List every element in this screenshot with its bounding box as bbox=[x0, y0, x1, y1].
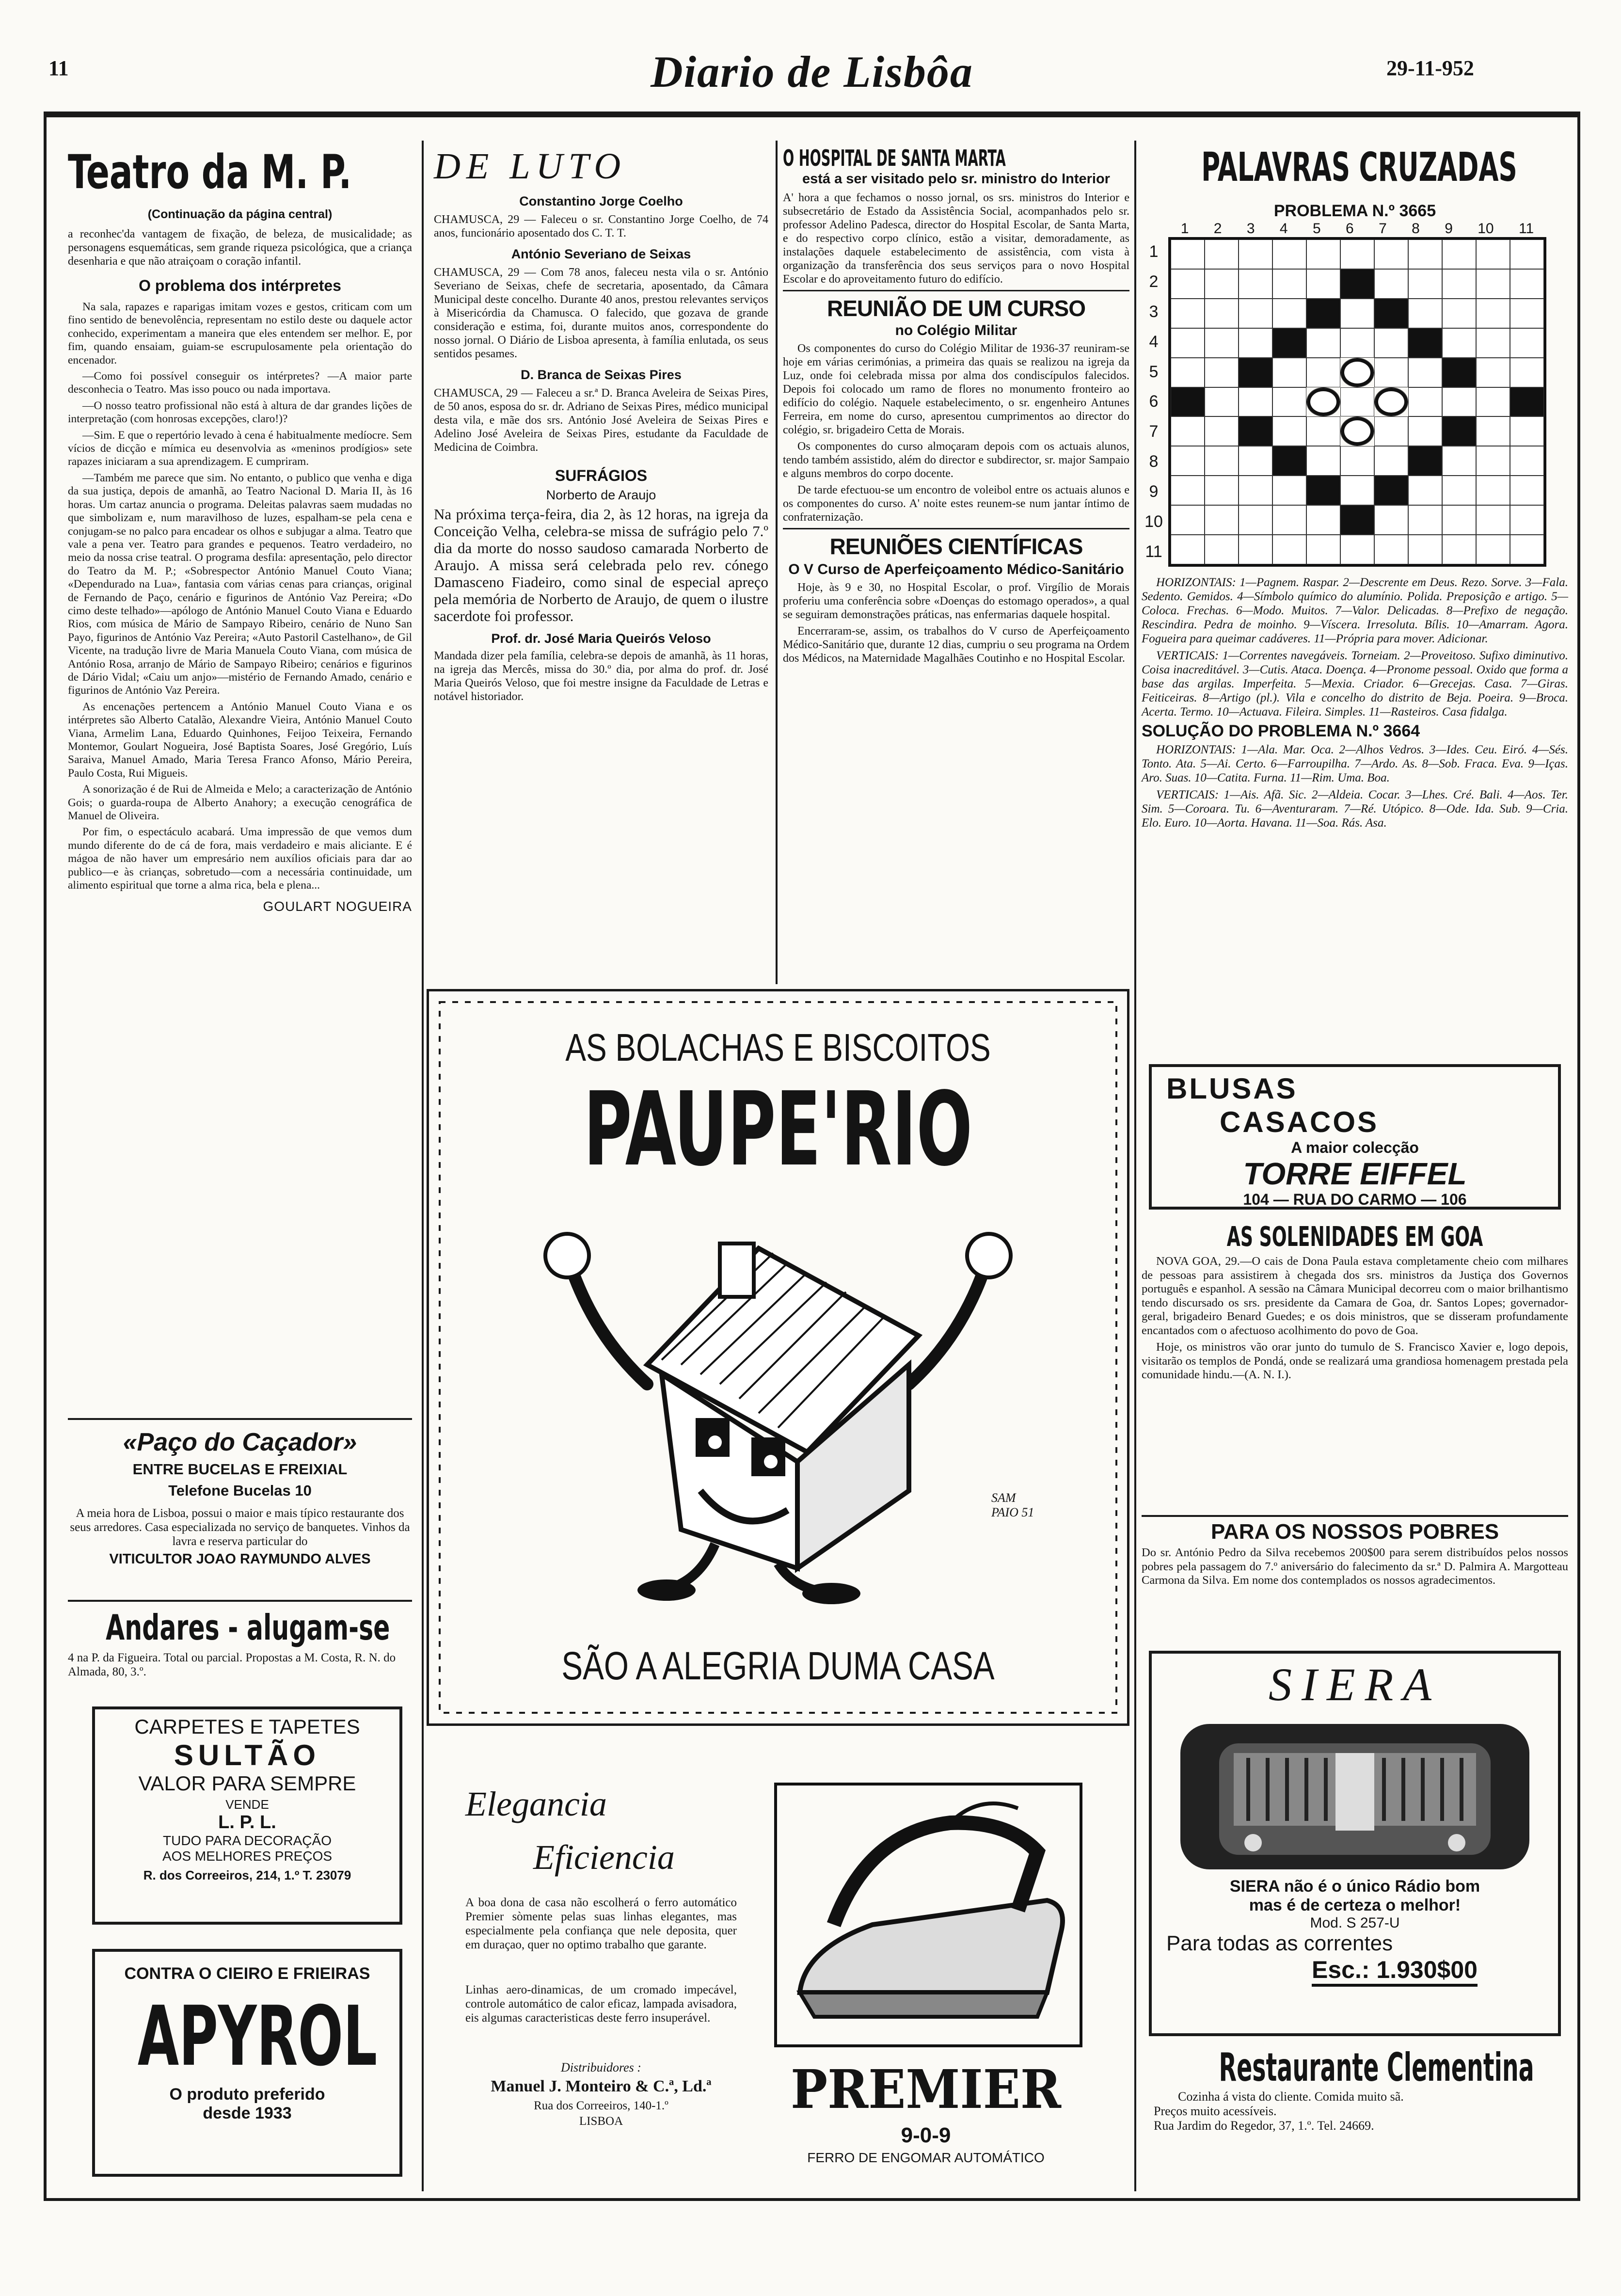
black-square bbox=[1340, 269, 1374, 299]
crossword-cell bbox=[1340, 476, 1374, 505]
column-rule bbox=[776, 141, 778, 984]
crossword-cell bbox=[1205, 505, 1239, 535]
reuniao-body bbox=[783, 342, 1129, 524]
black-square bbox=[1374, 299, 1408, 328]
clementina-line2: Preços muito acessíveis. bbox=[1154, 2104, 1277, 2118]
crossword-cell bbox=[1374, 239, 1408, 269]
cientificas-deck: O V Curso de Aperfeiçoamento Médico-Sanitário bbox=[788, 561, 1124, 577]
blusas-name: TORRE EIFFEL bbox=[1243, 1156, 1467, 1191]
crossword-cell bbox=[1408, 358, 1442, 387]
crossword-cell bbox=[1442, 239, 1476, 269]
crossword-cell bbox=[1510, 299, 1544, 328]
paragraph: —Como foi possível conseguir os intérpretes? —A maior parte desconhecia o Teatro. Mas isso pouco ou nada importava. bbox=[68, 370, 412, 396]
crossword-cell bbox=[1171, 269, 1205, 299]
crossword-cell bbox=[1442, 387, 1476, 417]
sufragios-name-1: Norberto de Araujo bbox=[546, 488, 656, 502]
paco-ad bbox=[68, 1428, 412, 1567]
crossword-cell bbox=[1476, 358, 1510, 387]
row-number: 10 bbox=[1144, 512, 1163, 531]
divider bbox=[783, 290, 1129, 291]
hospital-headline: O HOSPITAL DE SANTA MARTA bbox=[783, 145, 1006, 171]
crossword-cell bbox=[1171, 239, 1205, 269]
paragraph: Hoje, às 9 e 30, no Hospital Escolar, o prof. Virgílio de Morais proferiu uma conferência sobre «Doenças do estomago operados», a qual se seguiram demonstrações práticas, nas enfermarias daquele hospital. bbox=[783, 581, 1129, 621]
pobres-article bbox=[1142, 1520, 1568, 1588]
paco-line1: ENTRE BUCELAS E FREIXIAL bbox=[132, 1461, 348, 1478]
sultao-line1: CARPETES E TAPETES bbox=[134, 1715, 360, 1738]
crossword-cell bbox=[1374, 269, 1408, 299]
luto-name-2: António Severiano de Seixas bbox=[511, 247, 691, 261]
paragraph: Por fim, o espectáculo acabará. Uma impressão de que vemos dum mundo diferente do de cá de fora, mais verdadeiro e mais aliciante. E é mágoa de não haver um empresário nem auxílios oficiais para dar ao publico—e às crianças, sobretudo—com a necessária continuidade, um alimento espiritual que torne a alma rica, bela e plena... bbox=[68, 826, 412, 892]
pauperio-ad bbox=[427, 989, 1129, 1726]
row-number: 4 bbox=[1149, 332, 1159, 351]
row-number: 6 bbox=[1149, 392, 1159, 411]
luto-text-1: CHAMUSCA, 29 — Faleceu o sr. Constantino Jorge Coelho, de 74 anos, funcionário aposentado dos C. T. T. bbox=[434, 213, 768, 239]
column-number: 3 bbox=[1246, 221, 1255, 237]
iron-illustration bbox=[747, 1765, 1105, 2056]
premier-subtitle: FERRO DE ENGOMAR AUTOMÁTICO bbox=[807, 2150, 1045, 2165]
reuniao-deck: no Colégio Militar bbox=[895, 322, 1017, 338]
crossword-cell bbox=[1510, 446, 1544, 476]
paragraph: De tarde efectuou-se um encontro de voleibol entre os actuais alunos e os componentes do curso. A' noite estes reunem-se num jantar íntimo de confraternização. bbox=[783, 484, 1129, 524]
crossword-cell bbox=[1205, 416, 1239, 446]
crossword-clues bbox=[1142, 575, 1568, 719]
siera-ad bbox=[1149, 1651, 1561, 2036]
crossword-cell bbox=[1442, 328, 1476, 358]
crossword-cell bbox=[1171, 535, 1205, 564]
verticais-clues: 1—Correntes navegáveis. Torneiam. 2—Proveitoso. Sufixo diminutivo. Coisa inacreditável. 3—Cutis. Ataca. Doença. 4—Pronome pessoal. Oxido que forma a base das argilas. Imperfeita. 5—Mexia. Criador. 6—Grecejas. Casa. 7—Giras. Feiticeiras. 8—Artigo (pl.). Vila e concelho do distrito de Beja. Poeira. 9—Broca. Acerta. Termo. 10—Actuava. Fileira. Simples. 11—Rasteiros. Casa fidalga. bbox=[1142, 649, 1568, 718]
crossword-cell bbox=[1306, 416, 1340, 446]
luto-text-2: CHAMUSCA, 29 — Com 78 anos, faleceu nesta vila o sr. António Severiano de Seixas, chefe de secretaria, aposentado, da Câmara Municipal deste concelho. Durante 40 anos, prestou relevantes serviços à Misericórdia da Chamusca. O falecido, que gozava de grande consideração e estima, foi, durante muitos anos, correspondente do nosso jornal. O Diário de Lisboa apresenta, à família enlutada, os seus sentidos pesames. bbox=[434, 266, 768, 360]
crossword-cell bbox=[1340, 446, 1374, 476]
siera-price: Esc.: 1.930$00 bbox=[1312, 1956, 1478, 1987]
masthead bbox=[0, 0, 1621, 97]
apyrol-name: APYROL bbox=[137, 1989, 378, 2085]
luto-text-3: CHAMUSCA, 29 — Faleceu a sr.ª D. Branca Aveleira de Seixas Pires, de 50 anos, esposa do sr. dr. Adriano de Seixas Pires, médico municipal desta vila, e mãe dos srs. António José Aveleira de Seixas Pires e Adelino José Aveleira de Seixas Pires, estudante da Faculdade de Medicina de Coimbra. bbox=[434, 387, 768, 454]
crossword-cell bbox=[1476, 328, 1510, 358]
clementina-line3: Rua Jardim do Regedor, 37, 1.º. Tel. 24669. bbox=[1154, 2119, 1374, 2133]
blusas-line1: BLUSAS bbox=[1166, 1072, 1298, 1105]
crossword-cell bbox=[1476, 446, 1510, 476]
black-square bbox=[1442, 416, 1476, 446]
goa-headline: AS SOLENIDADES EM GOA bbox=[1226, 1221, 1483, 1253]
crossword-row-numbers bbox=[1142, 237, 1166, 567]
sultao-lpl: L. P. L. bbox=[218, 1812, 276, 1833]
crossword-cell bbox=[1272, 505, 1306, 535]
clementina-title: Restaurante Clementina bbox=[1219, 2045, 1534, 2090]
blusas-line3: A maior colecção bbox=[1291, 1139, 1419, 1156]
crossword-cell bbox=[1476, 269, 1510, 299]
crossword-cell bbox=[1476, 476, 1510, 505]
crossword-cell bbox=[1374, 446, 1408, 476]
column-number: 6 bbox=[1346, 221, 1354, 237]
pauperio-artist: SAM PAIO 51 bbox=[991, 1491, 1034, 1519]
black-square bbox=[1442, 358, 1476, 387]
crossword-cell bbox=[1272, 387, 1306, 417]
crossword-cell bbox=[1340, 299, 1374, 328]
crossword-cell bbox=[1306, 358, 1340, 387]
luto-name-3: D. Branca de Seixas Pires bbox=[521, 367, 682, 382]
crossword-cell bbox=[1374, 387, 1408, 417]
sufragios-name-2: Prof. dr. José Maria Queirós Veloso bbox=[491, 631, 711, 646]
crossword-cell bbox=[1239, 328, 1272, 358]
crossword-cell bbox=[1205, 476, 1239, 505]
paragraph: A sonorização é de Rui de Almeida e Melo; a caracterização de António Gois; o guarda-roupa de Alberto Anahory; a execução cenográfica de Manuel de Oliveira. bbox=[68, 783, 412, 823]
row-number: 5 bbox=[1149, 362, 1159, 381]
black-square bbox=[1272, 446, 1306, 476]
crossword-cell bbox=[1306, 239, 1340, 269]
crossword-cell bbox=[1442, 505, 1476, 535]
paragraph: —O nosso teatro profissional não está à altura de dar grandes lições de interpretação (com honrosas excepções, claro!)? bbox=[68, 399, 412, 426]
crossword-cell bbox=[1171, 358, 1205, 387]
crossword-cell bbox=[1272, 269, 1306, 299]
black-square bbox=[1306, 476, 1340, 505]
premier-script2: Eficiencia bbox=[533, 1838, 675, 1877]
hospital-deck: está a ser visitado pelo sr. ministro do Interior bbox=[802, 171, 1110, 187]
sultao-line2: VALOR PARA SEMPRE bbox=[138, 1772, 356, 1795]
paragraph: Encerraram-se, assim, os trabalhos do V curso de Aperfeiçoamento Médico-Sanitário que, durante 12 dias, cumpriu o seu programa na Ordem dos Médicos, na Maternidade Magalhães Coutinho e no Hospital Escolar. bbox=[783, 625, 1129, 665]
row-number: 1 bbox=[1149, 242, 1159, 261]
sultao-ad bbox=[92, 1706, 402, 1925]
column-number: 8 bbox=[1412, 221, 1420, 237]
column-rule bbox=[422, 141, 424, 2191]
crossword-cell bbox=[1476, 387, 1510, 417]
crossword-cell bbox=[1205, 446, 1239, 476]
crossword-cell bbox=[1171, 299, 1205, 328]
blusas-address: 104 — RUA DO CARMO — 106 bbox=[1243, 1191, 1467, 1208]
blusas-line2: CASACOS bbox=[1220, 1106, 1379, 1138]
premier-model: 9-0-9 bbox=[901, 2123, 951, 2147]
paco-line2: Telefone Bucelas 10 bbox=[168, 1482, 312, 1499]
crossword-cell bbox=[1408, 535, 1442, 564]
divider bbox=[1142, 1515, 1568, 1517]
crossword-cell bbox=[1340, 328, 1374, 358]
crossword-cell bbox=[1306, 269, 1340, 299]
divider bbox=[783, 528, 1129, 529]
row-number: 7 bbox=[1149, 422, 1159, 441]
paragraph: NOVA GOA, 29.—O cais de Dona Paula estava completamente cheio com milhares de pessoas para assistirem à chegada dos srs. ministros da Justiça dos Governos português e espanhol. A sessão na Câmara Municipal decorreu com o maior brilhantismo tendo discursado os srs. presidente da Camara de Goa, dr. Santos Lopes; governador-geral, brigadeiro Benard Guedes; e os dois ministros, que se disseram profundamente encantados com o afectuoso acolhimento do povo de Goa. bbox=[1142, 1255, 1568, 1337]
crossword-cell bbox=[1374, 535, 1408, 564]
black-square bbox=[1171, 387, 1205, 417]
pobres-text: Do sr. António Pedro da Silva recebemos 200$00 para serem distribuídos pelos nossos pobres pela passagem do 7.º aniversário do falecimento da sr.ª D. Palmira A. Margotteau Carmona da Silva. Em nome dos contemplados os nossos agradecimentos. bbox=[1142, 1546, 1568, 1587]
siera-line1: SIERA não é o único Rádio bom bbox=[1229, 1877, 1480, 1896]
black-square bbox=[1340, 505, 1374, 535]
crossword-cell bbox=[1171, 476, 1205, 505]
goa-body bbox=[1142, 1255, 1568, 1382]
crossword-grid bbox=[1168, 237, 1546, 567]
black-square bbox=[1239, 358, 1272, 387]
blusas-ad bbox=[1149, 1064, 1561, 1210]
apyrol-line2: desde 1933 bbox=[203, 2104, 292, 2122]
crossword-cell bbox=[1272, 476, 1306, 505]
crossword-cell bbox=[1306, 535, 1340, 564]
crossword-cell bbox=[1272, 535, 1306, 564]
black-square bbox=[1374, 476, 1408, 505]
crossword-cell bbox=[1272, 299, 1306, 328]
crossword-cell bbox=[1340, 416, 1374, 446]
clementina-line1: Cozinha á vista do cliente. Comida muito sã. bbox=[1178, 2089, 1404, 2104]
solution-title: SOLUÇÃO DO PROBLEMA N.º 3664 bbox=[1142, 722, 1420, 740]
black-square bbox=[1306, 299, 1340, 328]
siera-line2: mas é de certeza o melhor! bbox=[1249, 1896, 1461, 1914]
crossword-cell bbox=[1408, 476, 1442, 505]
crossword-cell bbox=[1510, 476, 1544, 505]
apyrol-top: CONTRA O CIEIRO E FRIEIRAS bbox=[124, 1964, 370, 1983]
crossword-cell bbox=[1476, 535, 1510, 564]
crossword-headline: PALAVRAS CRUZADAS bbox=[1201, 144, 1517, 191]
column-number: 9 bbox=[1445, 221, 1453, 237]
crossword-cell bbox=[1306, 387, 1340, 417]
horizontais-label: HORIZONTAIS: bbox=[1156, 576, 1236, 589]
apyrol-ad bbox=[92, 1949, 402, 2177]
andares-text: 4 na P. da Figueira. Total ou parcial. Propostas a M. Costa, R. N. do Almada, 80, 3.º. bbox=[68, 1651, 396, 1678]
sufragios-text-2: Mandada dizer pela família, celebra-se depois de amanhã, às 11 horas, na igreja das Mercês, missa do 30.º dia, por alma do prof. dr. José Maria Queirós Veloso, que foi mestre insigne da Faculdade de Letras e notável historiador. bbox=[434, 650, 768, 703]
paco-owner: VITICULTOR JOAO RAYMUNDO ALVES bbox=[109, 1551, 371, 1567]
crossword-cell bbox=[1205, 535, 1239, 564]
crossword-cell bbox=[1510, 328, 1544, 358]
crossword-cell bbox=[1510, 416, 1544, 446]
premier-script1: Elegancia bbox=[465, 1785, 607, 1823]
teatro-article bbox=[68, 145, 412, 914]
black-square bbox=[1239, 416, 1272, 446]
crossword-cell bbox=[1171, 446, 1205, 476]
paco-title: «Paço do Caçador» bbox=[123, 1428, 357, 1456]
teatro-intro: a reconhec'da vantagem de fixação, de beleza, de musicalidade; as personagens esquemáticas, sem grande riqueza psicológica, que a criança desenharia e que não atraiçoam o coração infantil. bbox=[68, 228, 412, 268]
black-square bbox=[1408, 328, 1442, 358]
andares-title: Andares - alugam-se bbox=[106, 1607, 390, 1648]
radio-illustration bbox=[1171, 1714, 1539, 1874]
verticais-label: VERTICAIS: bbox=[1156, 649, 1219, 662]
crossword-cell bbox=[1476, 239, 1510, 269]
crossword-cell bbox=[1171, 416, 1205, 446]
crossword-cell bbox=[1205, 269, 1239, 299]
crossword-cell bbox=[1272, 239, 1306, 269]
paragraph: Na sala, rapazes e raparigas imitam vozes e gestos, criticam com um fino sentido de benevolência, representam no estilo deste ou daquele actor conhecido, experimentam a maneira que eles entendem ser melhor. E, por fim, quando ensaiam, guiam-se escrupulosamente pela orientação do encenador. bbox=[68, 301, 412, 367]
hospital-text: A' hora a que fechamos o nosso jornal, os srs. ministros do Interior e subsecretário de Estado da Assistência Social, acompanhados pelo sr. professor Adelino Padesca, director do Hospital Escolar, de Santa Marta, e do respectivo corpo clínico, estão a visitar, demoradamente, as instalações daquele estabelecimento de assistência, com vista à organização da transferência dos seus serviços para o novo Hospital Escolar e do aproveitamento futuro do edifício. bbox=[783, 191, 1129, 286]
premier-dist-label: Distribuidores : bbox=[561, 2060, 641, 2074]
pauperio-brand: PAUPE'RIO bbox=[583, 1070, 973, 1189]
house-mascot-illustration bbox=[487, 1190, 1069, 1607]
teatro-continuation: (Continuação da página central) bbox=[147, 207, 333, 221]
crossword-cell bbox=[1340, 387, 1374, 417]
row-number: 3 bbox=[1149, 303, 1159, 321]
divider bbox=[68, 1418, 412, 1420]
sultao-line4: AOS MELHORES PREÇOS bbox=[162, 1849, 333, 1864]
paco-text: A meia hora de Lisboa, possui o maior e mais típico restaurante dos seus arredores. Casa especializada no serviço de banquetes. Vinhos da lavra e reserva particular do bbox=[70, 1507, 410, 1548]
crossword-cell bbox=[1239, 535, 1272, 564]
crossword-cell bbox=[1205, 387, 1239, 417]
crossword-cell bbox=[1442, 269, 1476, 299]
crossword-cell bbox=[1272, 416, 1306, 446]
crossword-cell bbox=[1374, 358, 1408, 387]
newspaper-title: Diario de Lisbôa bbox=[651, 47, 973, 96]
column-number: 11 bbox=[1519, 221, 1534, 237]
crossword-cell bbox=[1408, 416, 1442, 446]
sufragios-text-1: Na próxima terça-feira, dia 2, às 12 horas, na igreja da Conceição Velha, celebra-se missa de sufrágio pelo 7.º dia da morte do nosso saudoso camarada Norberto de Araujo. A missa será celebrada pelo rev. cónego Damasceno Fiadeiro, como sinal de especial apreço pela memória de Norberto de Araujo, de quem o ilustre sacerdote foi professor. bbox=[434, 506, 768, 624]
crossword-cell bbox=[1239, 446, 1272, 476]
crossword-cell bbox=[1205, 358, 1239, 387]
hospital-article bbox=[783, 145, 1129, 668]
crossword-cell bbox=[1408, 299, 1442, 328]
crossword-cell bbox=[1442, 446, 1476, 476]
crossword-column-numbers bbox=[1168, 221, 1546, 237]
pobres-headline: PARA OS NOSSOS POBRES bbox=[1210, 1520, 1499, 1544]
crossword-cell bbox=[1239, 299, 1272, 328]
row-number: 11 bbox=[1145, 542, 1162, 561]
crossword-cell bbox=[1205, 328, 1239, 358]
pauperio-bottom: SÃO A ALEGRIA DUMA CASA bbox=[561, 1644, 995, 1688]
column-number: 4 bbox=[1279, 221, 1288, 237]
crossword-cell bbox=[1239, 505, 1272, 535]
luto-article bbox=[434, 145, 768, 703]
paragraph: —Sim. E que o repertório levado à cena é habitualmente medíocre. Sem vícios de dicção e mímica eu desenvolvia as «meninos prodígios» sete rapazes iniciaram a sua aprendizagem. E cumpriram. bbox=[68, 429, 412, 468]
crossword-cell bbox=[1374, 328, 1408, 358]
crossword-cell bbox=[1239, 387, 1272, 417]
column-number: 7 bbox=[1379, 221, 1387, 237]
column-number: 2 bbox=[1213, 221, 1222, 237]
crossword-cell bbox=[1476, 416, 1510, 446]
paragraph: As encenações pertencem a António Manuel Couto Viana e os intérpretes são Alberto Catalão, Alexandre Vieira, António Manuel Couto Viana, Armelim Lana, Eduardo Quinhones, Feijoo Teixeira, Fernando Montemor, Goulart Nogueira, José Baptista Soares, José Gregório, Luís Saraiva, Manuel Amado, Maria Teresa Franco Afonso, Mário Pereira, Paulo Costa, Rui Migueis. bbox=[68, 700, 412, 780]
crossword-cell bbox=[1205, 299, 1239, 328]
crossword-cell bbox=[1510, 505, 1544, 535]
crossword-cell bbox=[1510, 239, 1544, 269]
crossword-cell bbox=[1205, 239, 1239, 269]
row-number: 9 bbox=[1149, 482, 1159, 501]
premier-dist-city: LISBOA bbox=[579, 2115, 623, 2128]
sufragios-headline: SUFRÁGIOS bbox=[555, 467, 648, 484]
black-square bbox=[1510, 387, 1544, 417]
sultao-address: R. dos Correeiros, 214, 1.º T. 23079 bbox=[143, 1868, 351, 1882]
crossword-cell bbox=[1239, 476, 1272, 505]
solution-text bbox=[1142, 743, 1568, 830]
teatro-body bbox=[68, 301, 412, 892]
crossword-cell bbox=[1306, 446, 1340, 476]
sultao-line3: TUDO PARA DECORAÇÃO bbox=[163, 1833, 332, 1848]
crossword-cell bbox=[1408, 387, 1442, 417]
crossword-cell bbox=[1340, 239, 1374, 269]
premier-ad bbox=[436, 1755, 1120, 2177]
crossword-problem: PROBLEMA N.º 3665 bbox=[1273, 202, 1436, 220]
cientificas-headline: REUNIÕES CIENTÍFICAS bbox=[829, 534, 1083, 559]
crossword-cell bbox=[1442, 299, 1476, 328]
crossword-section bbox=[1142, 145, 1568, 833]
siera-model: Mod. S 257-U bbox=[1310, 1915, 1400, 1931]
premier-brand: PREMIER bbox=[791, 2058, 1061, 2121]
crossword-cell bbox=[1306, 328, 1340, 358]
goa-article bbox=[1142, 1222, 1568, 1385]
crossword-cell bbox=[1340, 535, 1374, 564]
crossword-cell bbox=[1272, 358, 1306, 387]
crossword-cell bbox=[1239, 269, 1272, 299]
column-rule bbox=[1134, 141, 1136, 2191]
crossword-cell bbox=[1340, 358, 1374, 387]
crossword-cell bbox=[1476, 299, 1510, 328]
horizontais-clues: 1—Pagnem. Raspar. 2—Descrente em Deus. Rezo. Sorve. 3—Fala. Sedento. Gemidos. 4—Símbolo químico do alumínio. Polida. Preposição e artigo. 5—Coloca. Frechas. 6—Modo. Muitos. 7—Valor. Delicadas. 8—Prefixo de negação. Rescindira. Pedra de moinho. 9—Víscera. Irresoluta. Bílis. 10—Amarram. Agora. Fogueira para queimar cadáveres. 11—Própria para mover. Adicionar. bbox=[1142, 576, 1569, 645]
cientificas-body bbox=[783, 581, 1129, 665]
page-number: 11 bbox=[48, 56, 69, 80]
solution-verticais: VERTICAIS: 1—Ais. Afã. Sic. 2—Aldeia. Cocar. 3—Lhes. Cré. Bali. 4—Aos. Ter. Sim. 5—Coroara. Tu. 6—Aventuraram. 7—Ré. Utópico. 8—Ode. Ida. Sub. 9—Cria. Elo. Euro. 10—Aorta. Havana. 11—Soa. Rás. Asa. bbox=[1142, 788, 1568, 829]
teatro-signature: GOULART NOGUEIRA bbox=[263, 899, 412, 914]
crossword-cell bbox=[1306, 505, 1340, 535]
crossword-cell bbox=[1476, 505, 1510, 535]
crossword-cell bbox=[1408, 505, 1442, 535]
crossword-cell bbox=[1374, 416, 1408, 446]
crossword-cell bbox=[1442, 535, 1476, 564]
crossword-cell bbox=[1510, 358, 1544, 387]
premier-features: Linhas aero-dinamicas, de um cromado impecável, controle automático de calor eficaz, lampada avisadora, eis algumas caracteristicas deste ferro insuperável. bbox=[465, 1983, 737, 2025]
luto-headline: DE LUTO bbox=[434, 146, 627, 187]
apyrol-line1: O produto preferido bbox=[169, 2085, 325, 2104]
divider bbox=[68, 1600, 412, 1602]
crossword-cell bbox=[1374, 505, 1408, 535]
column-number: 1 bbox=[1180, 221, 1189, 237]
issue-date: 29-11-952 bbox=[1386, 56, 1474, 80]
solution-horizontais: HORIZONTAIS: 1—Ala. Mar. Oca. 2—Alhos Vedros. 3—Ides. Ceu. Eiró. 4—Sés. Tonto. Ata. 5—Ai. Certo. 6—Farroupilha. 7—Ardo. As. 8—Sob. Fraca. Eva. 9—Iças. Aro. Suas. 10—Catita. Furna. 11—Rim. Uma. Boa. bbox=[1142, 743, 1568, 784]
premier-text: A boa dona de casa não escolherá o ferro automático Premier sòmente pelas suas linhas elegantes, mas especialmente pela confiança que nele deposita, quer em duraçao, quer no optimo trabalho que garante. bbox=[465, 1896, 737, 1951]
siera-line3: Para todas as correntes bbox=[1166, 1931, 1393, 1955]
row-number: 8 bbox=[1149, 452, 1159, 471]
premier-dist-addr: Rua dos Correeiros, 140-1.º bbox=[534, 2099, 668, 2112]
row-number: 2 bbox=[1149, 272, 1159, 291]
pauperio-top: AS BOLACHAS E BISCOITOS bbox=[565, 1026, 991, 1069]
crossword-cell bbox=[1408, 239, 1442, 269]
teatro-headline: Teatro da M. P. bbox=[68, 145, 352, 199]
teatro-subhead: O problema dos intérpretes bbox=[139, 277, 341, 294]
crossword-cell bbox=[1510, 269, 1544, 299]
luto-name-1: Constantino Jorge Coelho bbox=[519, 194, 683, 208]
crossword-cell bbox=[1171, 328, 1205, 358]
reuniao-headline: REUNIÃO DE UM CURSO bbox=[826, 296, 1086, 321]
crossword-cell bbox=[1239, 239, 1272, 269]
paragraph: —Também me parece que sim. No entanto, o publico que venha e diga da sua justiça, depois de amanhã, ao Teatro Nacional D. Maria II, às 16 horas. Um cartaz anuncia o programa. Deleitas palavras saem mudadas no que simbolizam e, num maravilhoso de luzes, espalham-se pela cena e conjugam-se no palco para encadear os olhos e subjugar a alma. Teatro que vale a pena ver. Teatro para grandes e pequenos. Teatro verdadeiro, no meio da nossa crise teatral. O programa desfila: apresentação, pelo director do Teatro da M. P.; «Sobrespector António Manuel Couto Viana; «Dependurado na Lua», fantasia com várias cenas para crianças, original de Fernando de Paço, cenário e figurinos de António Vaz Pereira; «Do cimo deste telhado»—apólogo de António Manuel Couto Viana e Eduardo Rios, com música de Mário de Sampayo Ribeiro, cenário de Nuno San Payo, figurinos de António Vaz Pereira; «Auto Pastoril Castelhano», de Gil Vicente, na tradução livre de Maria Manuela Couto Viana, com música de António Rosa, arranjo de Mário de Sampayo Ribeiro; cenários e figurinos de Dário Vidal; «Caiu um anjo»—mistério de Fernando Amado, cenário e figurinos de António Vaz Pereira. bbox=[68, 471, 412, 697]
column-number: 5 bbox=[1312, 221, 1321, 237]
black-square bbox=[1272, 328, 1306, 358]
andares-ad bbox=[68, 1607, 412, 1679]
clementina-ad bbox=[1149, 2046, 1561, 2133]
sultao-name: SULTÃO bbox=[174, 1739, 321, 1771]
crossword-cell bbox=[1171, 505, 1205, 535]
crossword-cell bbox=[1408, 269, 1442, 299]
paragraph: Os componentes do curso almoçaram depois com os actuais alunos, tendo também assistido, além do director e subdirector, sr. major Sampaio e alguns membros do corpo docente. bbox=[783, 440, 1129, 480]
paragraph: Os componentes do curso do Colégio Militar de 1936-37 reuniram-se hoje em várias cerimónias, a primeira das quais se realizou na igreja da Luz, onde foi celebrada missa por alma dos condiscípulos falecidos. Depois foi colocado um ramo de flores no monumento fronteiro ao edifício do colégio. Naquele estabelecimento, o sr. engenheiro Antunes Ferreira, em nome do curso, apresentou cumprimentos ao director do colégio, sr. brigadeiro Cetta de Morais. bbox=[783, 342, 1129, 436]
premier-dist-name: Manuel J. Monteiro & C.ª, Ld.ª bbox=[491, 2077, 712, 2095]
sultao-vende: VENDE bbox=[225, 1797, 269, 1812]
column-number: 10 bbox=[1478, 221, 1494, 237]
paragraph: Hoje, os ministros vão orar junto do tumulo de S. Francisco Xavier e, logo depois, visitarão os templos de Pondá, onde se realizará uma grandiosa homenagem prestada pela comunidade hindu.—(A. N. I.). bbox=[1142, 1340, 1568, 1381]
black-square bbox=[1408, 446, 1442, 476]
siera-brand: SIERA bbox=[1269, 1658, 1441, 1710]
crossword-cell bbox=[1442, 476, 1476, 505]
crossword-cell bbox=[1510, 535, 1544, 564]
